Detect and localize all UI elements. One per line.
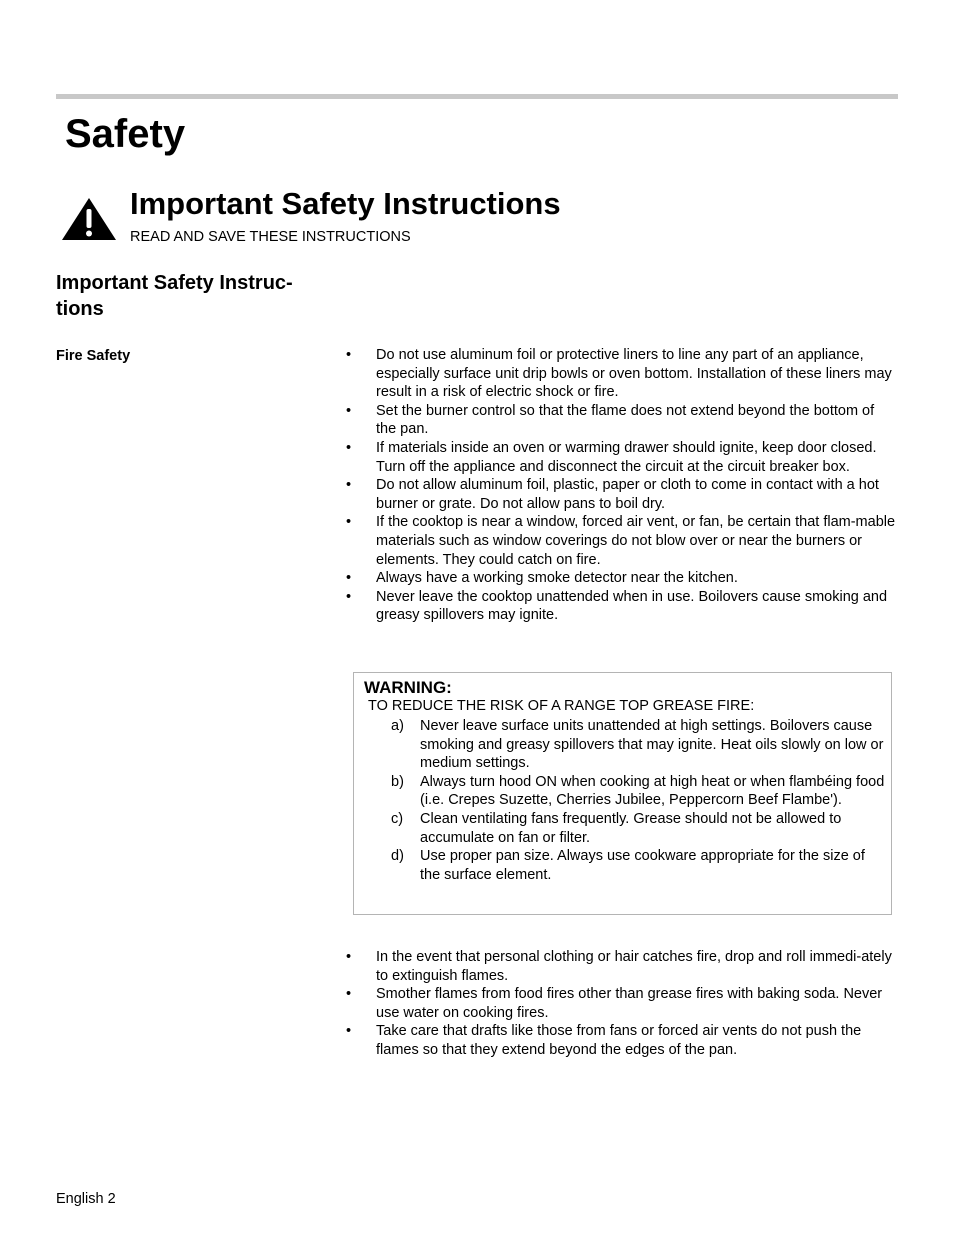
fire-safety-label: Fire Safety (56, 348, 131, 364)
bullet-item (346, 476, 898, 513)
bullet-text: Do not allow aluminum foil, plastic, paper or cloth to come in contact with a hot burner or grate. Do not allow pans to boil dry. (376, 477, 879, 512)
bullet-text: In the event that personal clothing or hair catches fire, drop and roll immedi-ately to extinguish flames. (376, 949, 892, 984)
bullet-text: Take care that drafts like those from fans or forced air vents do not push the flames so that they extend beyond the edges of the pan. (376, 1023, 862, 1058)
warning-title: WARNING: (364, 678, 452, 697)
warning-item-text: Always turn hood ON when cooking at high heat or when flambéing food (i.e. Crepes Suzette, Cherries Jubilee, Peppercorn Beef Flambe'). (420, 773, 885, 809)
warning-item-letter: a) (391, 718, 404, 734)
section-subtitle: READ AND SAVE THESE INSTRUCTIONS (130, 229, 411, 245)
warning-item (391, 847, 887, 884)
warning-item (391, 717, 887, 773)
bullet-marker: • (346, 347, 352, 363)
subsection-heading-line1: Important Safety Instruc- (56, 272, 293, 294)
bullet-text: Set the burner control so that the flame does not extend beyond the bottom of the pan. (376, 402, 875, 438)
warning-list (391, 717, 887, 884)
bullet-marker: • (346, 570, 352, 587)
bullet-marker: • (346, 439, 352, 456)
bullet-text: Do not use aluminum foil or protective liners to line any part of an appliance, especially surface unit drip bowls or oven bottom. Installation of these liners may result in a risk of electric shock or fire. (376, 347, 892, 401)
warning-item-letter: d) (391, 848, 404, 865)
section-title: Important Safety Instructions (130, 186, 561, 221)
bullet-text: Never leave the cooktop unattended when in use. Boilovers cause smoking and greasy spillovers may ignite. (376, 588, 888, 624)
warning-item (391, 810, 887, 847)
bullet-text: Smother flames from food fires other than grease fires with baking soda. Never use water on cooking fires. (376, 986, 883, 1021)
top-divider (56, 94, 898, 99)
warning-intro: TO REDUCE THE RISK OF A RANGE TOP GREASE FIRE: (368, 698, 755, 714)
bullet-item (346, 569, 898, 588)
subsection-heading (56, 270, 326, 322)
bullet-item (346, 513, 898, 569)
bullet-text: Always have a working smoke detector near the kitchen. (376, 570, 738, 587)
warning-item-letter: c) (391, 810, 404, 827)
subsection-heading-line2: tions (56, 298, 104, 320)
warning-item-letter: b) (391, 773, 404, 790)
bullet-text: If the cooktop is near a window, forced air vent, or fan, be certain that flam-mable materials such as window coverings do not blow over or near the burners or elements. They could catch on fire. (376, 514, 896, 568)
bullet-marker: • (346, 949, 352, 965)
warning-triangle-icon (60, 196, 118, 242)
bullet-item (346, 588, 898, 625)
page-footer: English 2 (56, 1191, 116, 1207)
bullet-marker: • (346, 588, 352, 605)
bullet-marker: • (346, 1023, 352, 1040)
warning-item (391, 773, 887, 810)
bullet-marker: • (346, 514, 352, 531)
fire-safety-list-bottom (346, 948, 898, 1060)
warning-box (353, 672, 892, 915)
fire-safety-list-top (346, 346, 898, 625)
warning-item-text: Use proper pan size. Always use cookware appropriate for the size of the surface element. (420, 848, 865, 883)
bullet-text: If materials inside an oven or warming drawer should ignite, keep door closed. Turn off the appliance and disconnect the circuit at the circuit breaker box. (376, 439, 877, 475)
bullet-item (346, 948, 898, 985)
page-title: Safety (65, 112, 186, 156)
bullet-item (346, 346, 898, 402)
warning-item-text: Never leave surface units unattended at high settings. Boilovers cause smoking and greasy spillovers that may ignite. Heat oils slowly on low or medium settings. (420, 718, 884, 772)
bullet-item (346, 439, 898, 476)
bullet-marker: • (346, 477, 352, 494)
bullet-item (346, 985, 898, 1022)
bullet-marker: • (346, 986, 352, 1003)
bullet-item (346, 1022, 898, 1059)
bullet-marker: • (346, 402, 352, 419)
bullet-item (346, 402, 898, 439)
warning-item-text: Clean ventilating fans frequently. Grease should not be allowed to accumulate on fan or filter. (420, 810, 842, 846)
